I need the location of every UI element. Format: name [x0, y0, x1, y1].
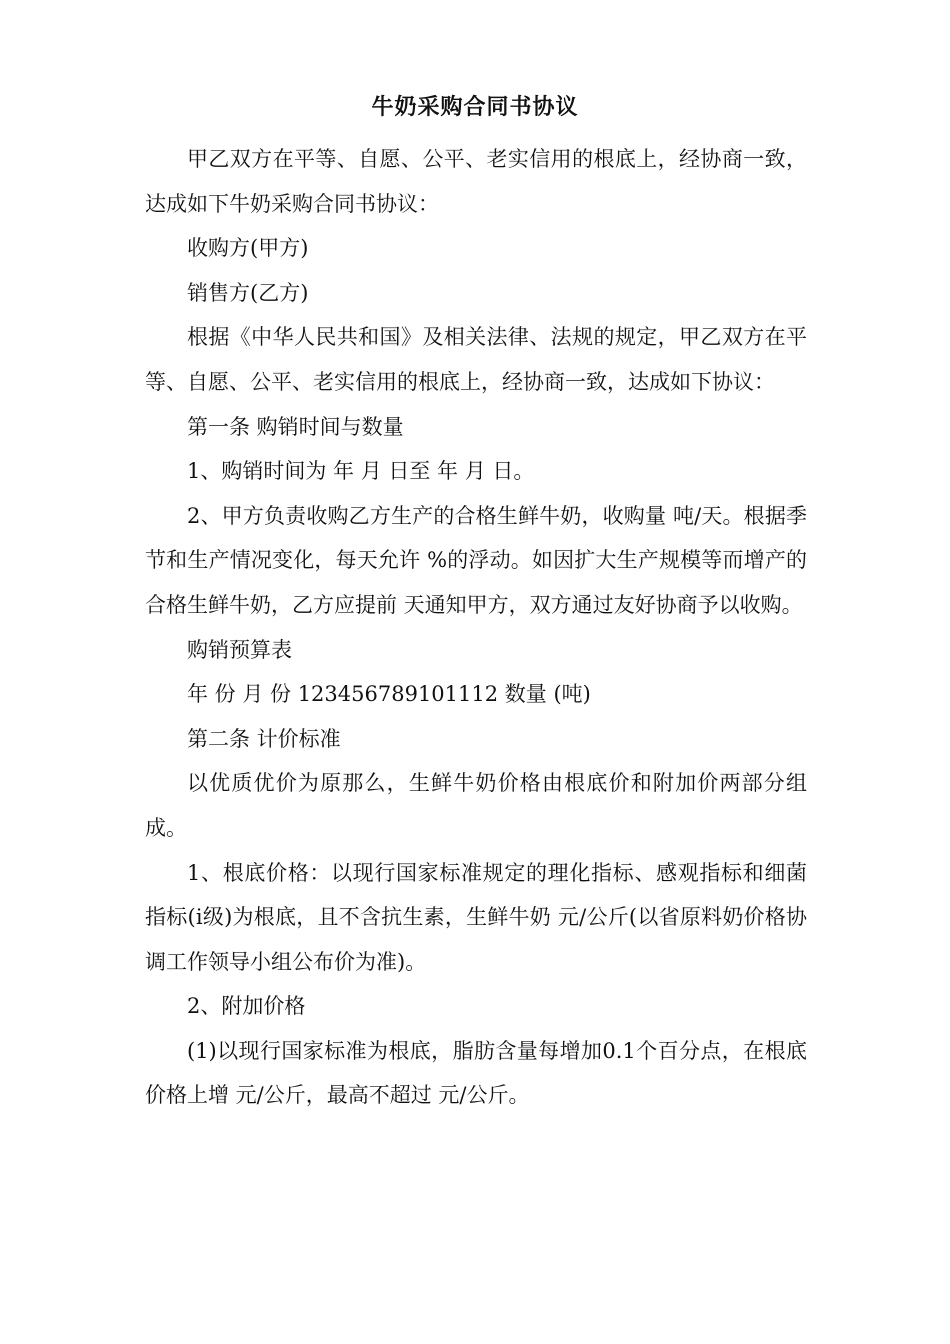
paragraph-seller: 销售方(乙方): [187, 280, 309, 305]
document-body: [145, 137, 807, 1118]
article-1-heading: 第一条 购销时间与数量: [187, 414, 404, 439]
article-2-item-2-sub-1: (1)以现行国家标准为根底，脂肪含量每增加0.1个百分点，在根底价格上增 元/公斤，最高不超过 元/公斤。: [145, 1038, 807, 1108]
budget-table-heading: 购销预算表: [187, 637, 292, 662]
article-2-item-1: 1、根底价格：以现行国家标准规定的理化指标、感观指标和细菌指标(ⅰ级)为根底，且不含抗生素，生鲜牛奶 元/公斤(以省原料奶价格协调工作领导小组公布价为准)。: [145, 860, 807, 974]
paragraph-intro: 甲乙双方在平等、自愿、公平、老实信用的根底上，经协商一致，达成如下牛奶采购合同书协议：: [145, 147, 807, 216]
article-2-heading: 第二条 计价标准: [187, 726, 341, 751]
budget-table-row: 年 份 月 份 123456789101112 数量 (吨): [187, 682, 591, 707]
paragraph-legal-basis: 根据《中华人民共和国》及相关法律、法规的规定，甲乙双方在平等、自愿、公平、老实信用的根底上，经协商一致，达成如下协议：: [145, 325, 807, 394]
document-title: 牛奶采购合同书协议: [371, 95, 579, 120]
article-1-item-2: 2、甲方负责收购乙方生产的合格生鲜牛奶，收购量 吨/天。根据季节和生产情况变化，每天允许 %的浮动。如因扩大生产规模等而增产的合格生鲜牛奶，乙方应提前 天通知甲方，双方通过友好协商予以收购。: [145, 503, 807, 617]
article-2-principle: 以优质优价为原那么，生鲜牛奶价格由根底价和附加价两部分组成。: [145, 771, 807, 840]
article-1-item-1: 1、购销时间为 年 月 日至 年 月 日。: [187, 459, 535, 484]
article-2-item-2: 2、附加价格: [187, 994, 306, 1019]
paragraph-buyer: 收购方(甲方): [187, 236, 309, 261]
